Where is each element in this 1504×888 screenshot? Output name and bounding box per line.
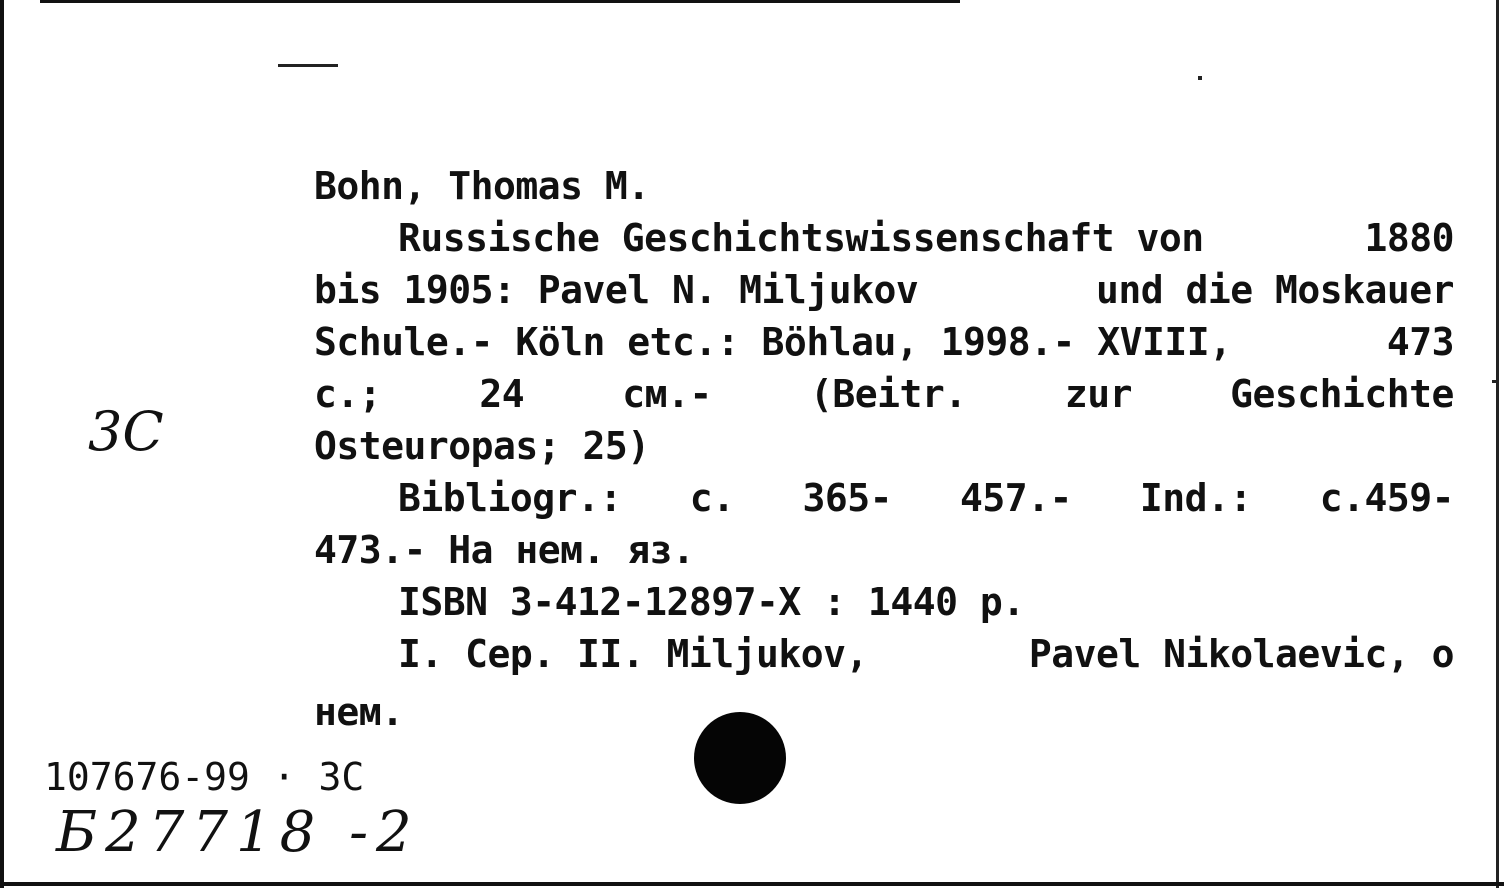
title-line-4: с.; 24 см.- (Beitr. zur Geschichte — [314, 372, 1454, 416]
accession-number: 107676-99 · 3С — [44, 755, 365, 799]
title-line-2: bis 1905: Pavel N. Miljukov und die Moskauer — [314, 268, 1454, 312]
author-heading: Bohn, Thomas M. — [314, 164, 650, 208]
margin-classification-code: 3С — [88, 400, 164, 463]
title-line-1: Russische Geschichtswissenschaft von 1880 — [398, 216, 1454, 260]
tracings-line-1: I. Сер. II. Miljukov, Pavel Nikolaevic, о — [398, 632, 1454, 676]
notes-line-1: Bibliogr.: c. 365- 457.- Ind.: c.459- — [398, 476, 1454, 520]
card-right-edge — [1496, 0, 1499, 888]
title-line-3: Schule.- Köln etc.: Böhlau, 1998.- XVIII, 473 — [314, 320, 1454, 364]
card-top-edge — [40, 0, 960, 3]
card-bottom-edge — [0, 882, 1504, 886]
notes-line-2: 473.- На нем. яз. — [314, 528, 695, 572]
card-left-edge — [0, 0, 4, 888]
handwritten-shelfmark: Б27718 -2 — [56, 800, 420, 865]
tracings-line-2: нем. — [314, 690, 404, 734]
ink-speck — [1198, 76, 1202, 80]
ink-speck — [278, 64, 338, 67]
catalog-entry — [314, 160, 1454, 738]
punch-hole — [694, 712, 786, 804]
title-line-5: Osteuropas; 25) — [314, 424, 650, 468]
isbn-line: ISBN 3-412-12897-X : 1440 р. — [398, 580, 1025, 624]
ink-speck — [1492, 380, 1498, 383]
